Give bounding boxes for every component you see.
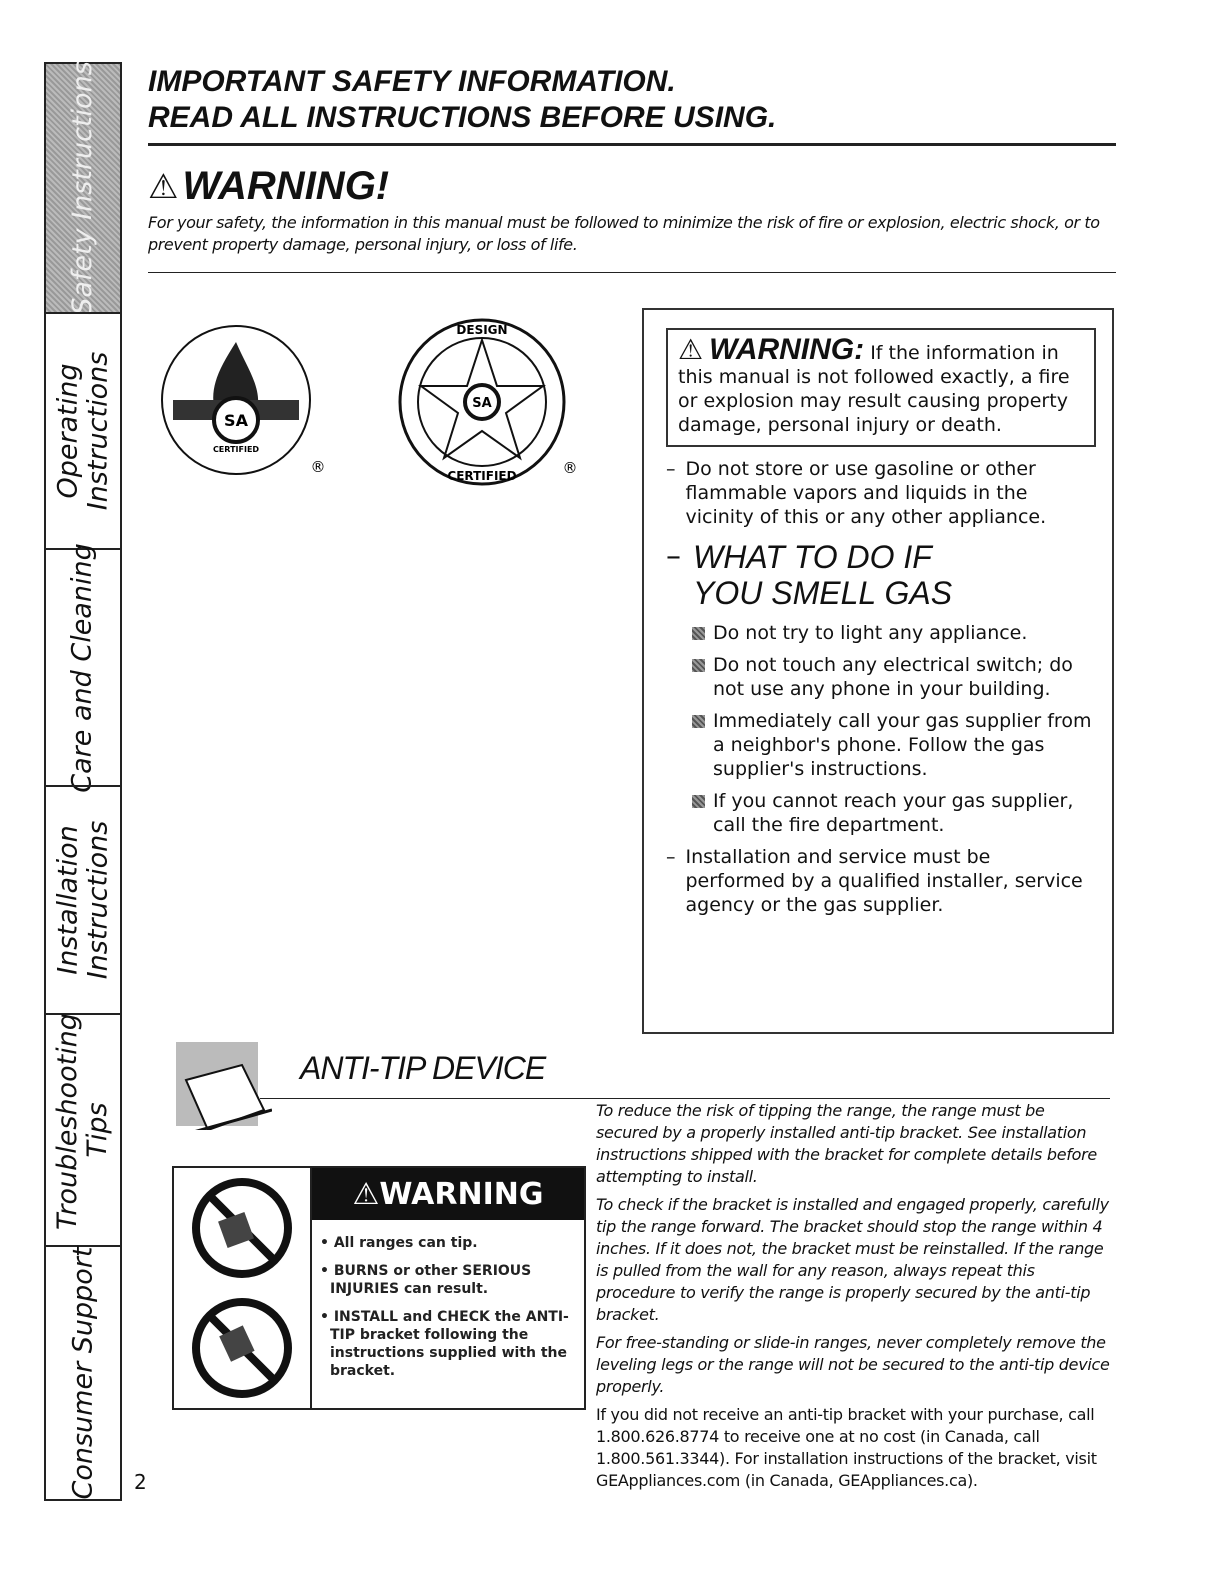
label-title: WARNING	[379, 1176, 544, 1212]
anti-tip-warning-label	[172, 1166, 586, 1410]
bullet-icon	[692, 659, 705, 672]
gas-warning-inner	[666, 328, 1096, 447]
label-item: • All ranges can tip.	[320, 1235, 478, 1251]
no-tipping-range-icon	[190, 1296, 294, 1400]
anti-tip-range-icon	[172, 1040, 272, 1130]
label-item: • BURNS or other SERIOUS INJURIES can result.	[320, 1263, 532, 1297]
gas-item-2: – Installation and service must be performed by a qualified installer, service agency or the gas supplier.	[666, 845, 1092, 917]
tab-label: Consumer Support	[67, 1246, 98, 1500]
svg-text:®: ®	[562, 459, 578, 477]
tab-safety-instructions[interactable]	[44, 62, 122, 314]
smell-gas-title: WHAT TO DO IF YOU SMELL GAS	[693, 539, 953, 611]
divider	[148, 272, 1116, 273]
gas-step: If you cannot reach your gas supplier, call the fire department.	[692, 789, 1096, 837]
bullet-icon	[692, 795, 705, 808]
svg-text:CERTIFIED: CERTIFIED	[447, 469, 517, 483]
gas-step: Do not touch any electrical switch; do not use any phone in your building.	[692, 653, 1096, 701]
gas-item-text: Do not store or use gasoline or other flammable vapors and liquids in the vicinity of this or any other appliance.	[685, 458, 1047, 528]
smell-gas-heading: – WHAT TO DO IF YOU SMELL GAS	[666, 539, 1092, 611]
tab-operating-instructions[interactable]	[44, 312, 122, 550]
svg-text:SA: SA	[224, 411, 248, 430]
gas-item-1: – Do not store or use gasoline or other flammable vapors and liquids in the vicinity of this or any other appliance.	[666, 457, 1092, 529]
prohibition-icons	[174, 1168, 312, 1408]
bullet-icon	[692, 627, 705, 640]
header-line-1: IMPORTANT SAFETY INFORMATION.	[148, 65, 676, 98]
label-header	[312, 1168, 584, 1220]
anti-tip-contact-paragraph: If you did not receive an anti-tip bracket with your purchase, call 1.800.626.8774 to receive one at no cost (in Canada, call 1.800.561.3344). For installation instructions of the bracket, visit GEAppliances.com (in Canada, GEAppliances.ca).	[596, 1405, 1097, 1490]
header-rule	[148, 143, 1116, 146]
svg-text:SA: SA	[472, 396, 492, 411]
anti-tip-paragraph: To check if the bracket is installed and engaged properly, carefully tip the range forward. The bracket should stop the range within 4 inches. If it does not, the bracket must be reinstalled. If the range is pulled from the wall for any reason, always repeat this procedure to verify the range is properly secured by the anti-tip bracket.	[596, 1195, 1109, 1324]
tab-care-and-cleaning[interactable]	[44, 542, 122, 793]
tab-consumer-support[interactable]	[44, 1245, 122, 1501]
anti-tip-title: ANTI-TIP DEVICE	[300, 1050, 546, 1086]
tab-troubleshooting-tips[interactable]	[44, 1013, 122, 1247]
svg-text:CERTIFIED: CERTIFIED	[212, 445, 260, 454]
anti-tip-paragraph: For free-standing or slide-in ranges, never completely remove the leveling legs or the range will not be secured to the anti-tip device properly.	[596, 1333, 1110, 1396]
warning-title: WARNING!	[182, 164, 390, 208]
gas-warning-title: WARNING:	[709, 333, 865, 366]
csa-design-certified-logo	[390, 318, 590, 493]
anti-tip-paragraph: To reduce the risk of tipping the range, the range must be secured by a properly installed anti-tip bracket. See installation instructions shipped with the bracket for complete details before attempting to install.	[596, 1101, 1097, 1186]
page-number: 2	[134, 1470, 147, 1494]
csa-certified-logo	[148, 320, 328, 490]
gas-item-text: Installation and service must be performed by a qualified installer, service agency or the gas supplier.	[685, 846, 1083, 916]
tab-label: Troubleshooting Tips	[52, 1013, 113, 1230]
warning-triangle-icon: ⚠	[352, 1176, 380, 1212]
no-standing-on-door-icon	[190, 1176, 294, 1280]
label-item: • INSTALL and CHECK the ANTI-TIP bracket following the instructions supplied with the bracket.	[320, 1309, 569, 1379]
header-line-2: READ ALL INSTRUCTIONS BEFORE USING.	[148, 101, 777, 134]
gas-warning-text: If the information in this manual is not followed exactly, a fire or explosion may result causing property damage, personal injury or death.	[678, 342, 1070, 436]
warning-triangle-icon: ⚠	[678, 333, 704, 366]
gas-steps	[692, 621, 1096, 837]
bullet-icon	[692, 715, 705, 728]
warning-heading	[148, 164, 389, 209]
tab-label: Operating Instructions	[52, 351, 114, 511]
anti-tip-instructions	[596, 1100, 1110, 1498]
tab-label: Care and Cleaning	[67, 542, 99, 793]
warning-triangle-icon: ⚠	[148, 166, 179, 207]
tab-installation-instructions[interactable]	[44, 785, 122, 1015]
gas-warning-box	[642, 308, 1114, 1034]
label-items	[312, 1220, 584, 1380]
svg-text:DESIGN: DESIGN	[456, 323, 508, 337]
warning-text: For your safety, the information in this manual must be followed to minimize the risk of fire or explosion, electric shock, or to prevent property damage, personal injury, or loss of life.	[148, 213, 1100, 254]
tab-label: Installation Instructions	[52, 820, 114, 980]
anti-tip-rule	[260, 1098, 1110, 1099]
svg-text:®: ®	[310, 458, 326, 476]
label-content	[312, 1168, 584, 1408]
gas-step: Do not try to light any appliance.	[692, 621, 1096, 645]
gas-step: Immediately call your gas supplier from a neighbor's phone. Follow the gas supplier's instructions.	[692, 709, 1096, 781]
tab-label: Safety Instructions	[67, 61, 98, 315]
